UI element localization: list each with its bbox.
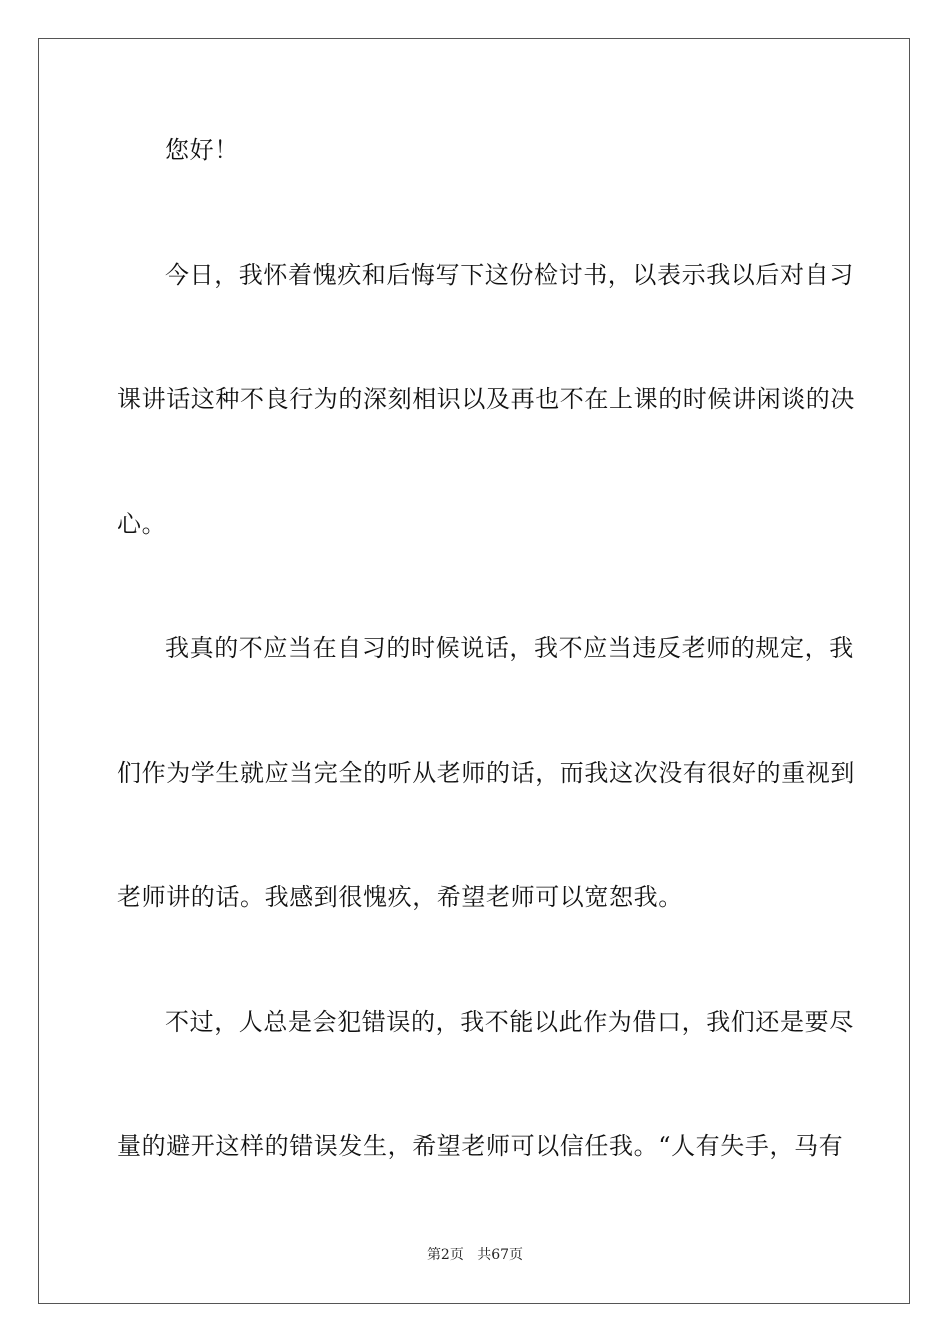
text-line: 们作为学生就应当完全的听从老师的话，而我这次没有很好的重视到 <box>117 759 855 787</box>
text-line: 我真的不应当在自习的时候说话，我不应当违反老师的规定，我 <box>165 634 854 662</box>
page-number: 第2页 <box>426 1247 464 1263</box>
text-line-greeting: 您好！ <box>165 136 239 164</box>
text-line: 不过，人总是会犯错误的，我不能以此作为借口，我们还是要尽 <box>165 1008 854 1036</box>
page-total: 共67页 <box>477 1247 524 1263</box>
text-line: 今日，我怀着愧疚和后悔写下这份检讨书，以表示我以后对自习 <box>165 261 854 289</box>
text-line: 老师讲的话。我感到很愧疚，希望老师可以宽恕我。 <box>117 883 683 911</box>
text-line: 量的避开这样的错误发生，希望老师可以信任我。“人有失手，马有 <box>117 1132 844 1160</box>
page-border <box>38 38 910 1304</box>
text-line: 心。 <box>117 510 167 538</box>
page-footer <box>0 1246 950 1264</box>
text-line: 课讲话这种不良行为的深刻相识以及再也不在上课的时候讲闲谈的决 <box>117 385 855 413</box>
